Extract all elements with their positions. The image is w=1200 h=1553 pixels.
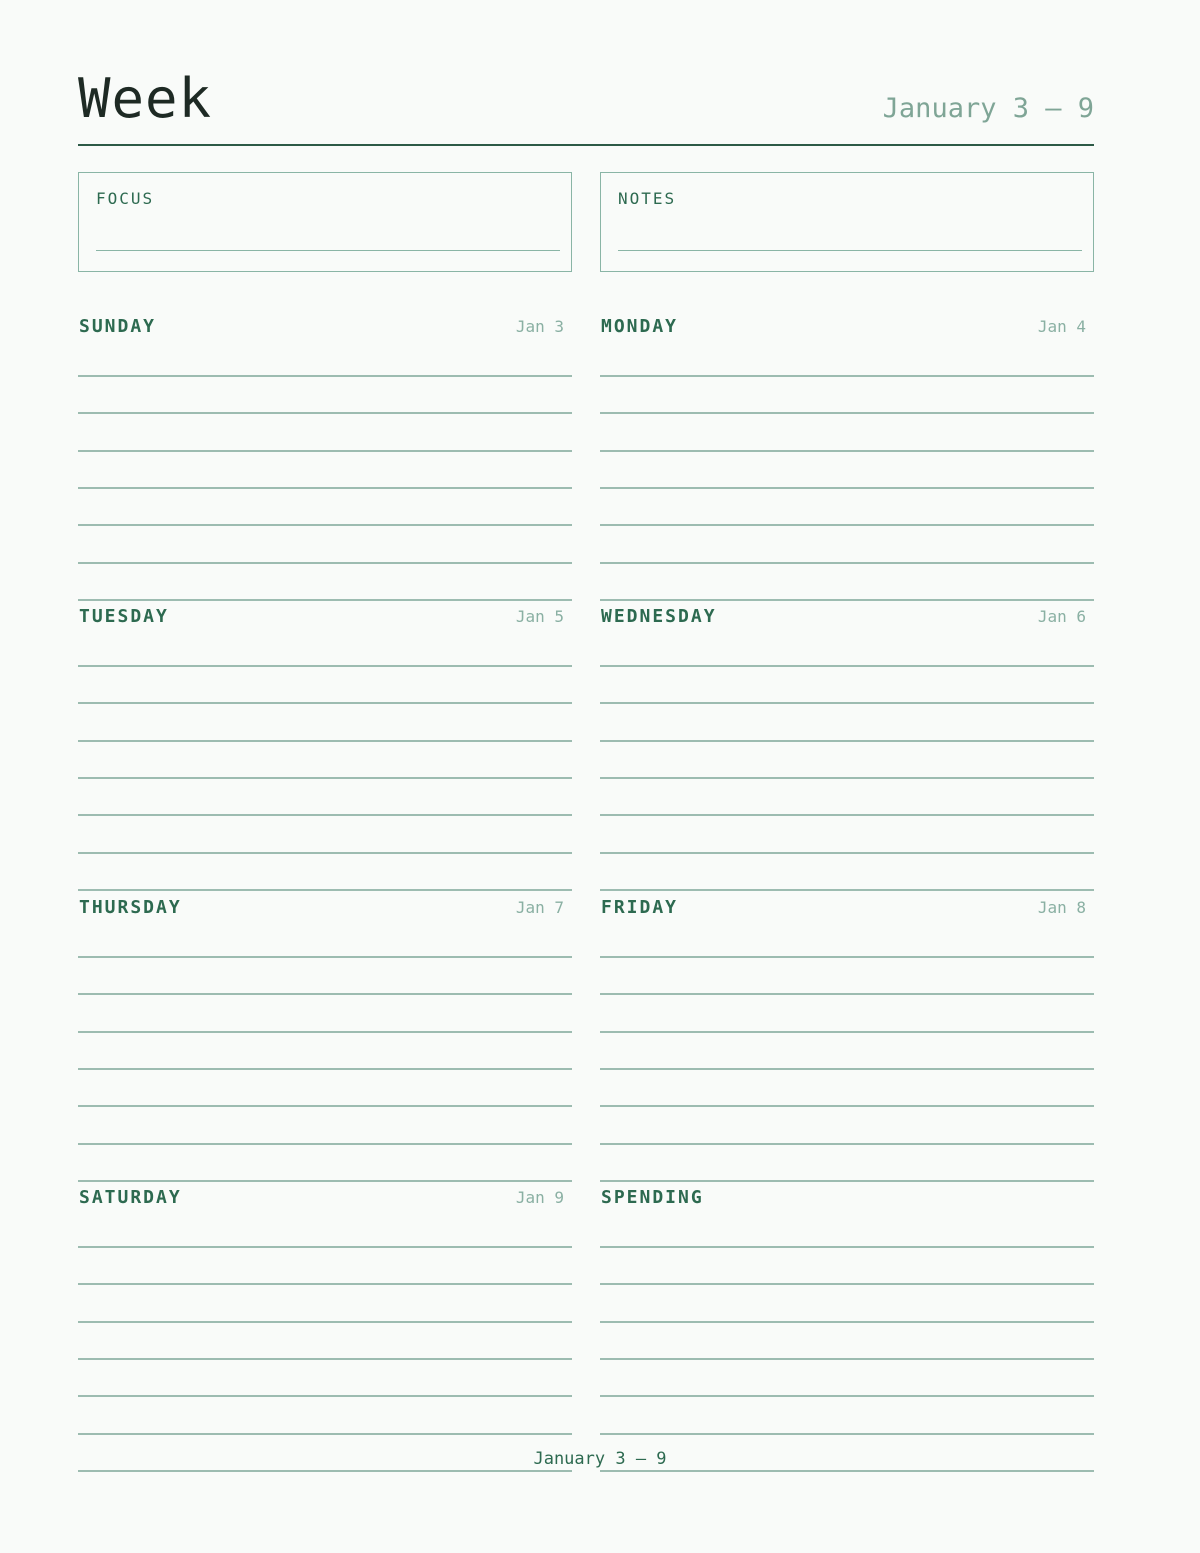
writing-line	[600, 852, 1094, 854]
writing-line	[600, 702, 1094, 704]
writing-line	[600, 1470, 1094, 1472]
writing-line	[78, 1180, 572, 1182]
writing-line	[78, 852, 572, 854]
writing-line	[78, 487, 572, 489]
day-name: THURSDAY	[79, 897, 182, 918]
writing-line	[78, 702, 572, 704]
writing-line	[78, 599, 572, 601]
writing-line	[600, 1068, 1094, 1070]
day-date: Jan 6	[1037, 607, 1086, 626]
writing-line	[600, 740, 1094, 742]
writing-line	[78, 1433, 572, 1435]
writing-line	[78, 524, 572, 526]
writing-line	[600, 1395, 1094, 1397]
writing-line	[600, 412, 1094, 414]
focus-label: FOCUS	[96, 189, 155, 208]
day-date: Jan 4	[1037, 317, 1086, 336]
writing-line	[600, 777, 1094, 779]
day-date: Jan 9	[515, 1188, 564, 1207]
writing-line	[600, 524, 1094, 526]
notes-box[interactable]	[600, 172, 1094, 272]
writing-line	[600, 993, 1094, 995]
writing-line	[600, 1358, 1094, 1360]
day-date: Jan 8	[1037, 898, 1086, 917]
page-title: Week	[78, 67, 213, 130]
spending-label: SPENDING	[601, 1187, 704, 1208]
writing-line	[600, 1180, 1094, 1182]
footer-date-range: January 3 – 9	[533, 1449, 667, 1469]
writing-line	[600, 665, 1094, 667]
writing-line	[78, 1358, 572, 1360]
writing-line	[600, 956, 1094, 958]
writing-line	[78, 375, 572, 377]
writing-line	[600, 1321, 1094, 1323]
writing-line	[78, 412, 572, 414]
day-name: MONDAY	[601, 316, 679, 337]
day-name: WEDNESDAY	[601, 606, 717, 627]
writing-line	[600, 599, 1094, 601]
writing-line	[78, 1321, 572, 1323]
writing-line	[78, 889, 572, 891]
writing-line	[600, 1283, 1094, 1285]
writing-line	[78, 1395, 572, 1397]
writing-line	[78, 1470, 572, 1472]
day-date: Jan 5	[515, 607, 564, 626]
writing-line	[600, 1246, 1094, 1248]
writing-line	[78, 1143, 572, 1145]
writing-line	[78, 1105, 572, 1107]
day-name: SATURDAY	[79, 1187, 182, 1208]
writing-line	[78, 993, 572, 995]
writing-line	[78, 1246, 572, 1248]
writing-line	[78, 777, 572, 779]
writing-line	[600, 1143, 1094, 1145]
notes-label: NOTES	[618, 189, 677, 208]
focus-box[interactable]	[78, 172, 572, 272]
writing-line	[600, 1433, 1094, 1435]
header-divider	[78, 144, 1094, 146]
writing-line	[78, 956, 572, 958]
writing-line	[600, 487, 1094, 489]
writing-line	[78, 1068, 572, 1070]
writing-line	[600, 1031, 1094, 1033]
writing-line	[600, 1105, 1094, 1107]
writing-line	[600, 375, 1094, 377]
day-name: FRIDAY	[601, 897, 679, 918]
writing-line	[78, 1283, 572, 1285]
writing-line	[78, 450, 572, 452]
day-date: Jan 3	[515, 317, 564, 336]
writing-line	[78, 1031, 572, 1033]
day-name: TUESDAY	[79, 606, 169, 627]
writing-line	[600, 814, 1094, 816]
header-date-range: January 3 – 9	[882, 93, 1094, 124]
focus-writing-line	[96, 250, 560, 251]
writing-line	[600, 450, 1094, 452]
writing-line	[78, 562, 572, 564]
writing-line	[600, 562, 1094, 564]
day-date: Jan 7	[515, 898, 564, 917]
day-name: SUNDAY	[79, 316, 157, 337]
writing-line	[600, 889, 1094, 891]
writing-line	[78, 814, 572, 816]
writing-line	[78, 740, 572, 742]
notes-writing-line	[618, 250, 1082, 251]
writing-line	[78, 665, 572, 667]
